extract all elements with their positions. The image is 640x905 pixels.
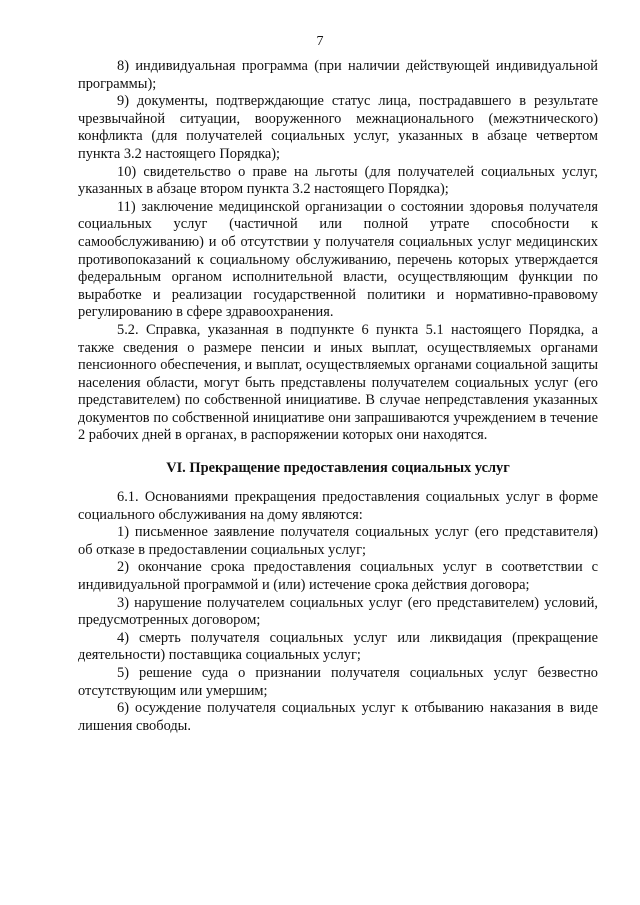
- paragraph-item-9: 9) документы, подтверждающие статус лица, пострадавшего в результате чрезвычайной ситуации, вооруженного межнационального (межэтнического) конфликта (для получателей социальных услуг, указанных в абзаце четвертом пункта 3.2 настоящего Порядка);: [78, 93, 598, 162]
- paragraph-6-1-item-2: 2) окончание срока предоставления социальных услуг в соответствии с индивидуальной программой и (или) истечение срока действия договора;: [78, 559, 598, 594]
- paragraph-item-11: 11) заключение медицинской организации о состоянии здоровья получателя социальных услуг (частичной или полной утрате способности к самообслуживанию) и об отсутствии у получателя социальных услуг медицинских противопоказаний к социальному обслуживанию, перечень которых утверждается федеральным органом исполнительной власти, осуществляющим функции по выработке и реализации государственной политики и нормативно-правовому регулированию в сфере здравоохранения.: [78, 198, 598, 321]
- paragraph-6-1-item-5: 5) решение суда о признании получателя социальных услуг безвестно отсутствующим или умершим;: [78, 665, 598, 699]
- paragraph-6-1-item-6: 6) осуждение получателя социальных услуг к отбыванию наказания в виде лишения свободы.: [78, 700, 598, 734]
- paragraph-6-1: 6.1. Основаниями прекращения предоставления социальных услуг в форме социального обслуживания на дому являются:: [78, 489, 598, 523]
- paragraph-6-1-item-3: 3) нарушение получателем социальных услуг (его представителем) условий, предусмотренных договором;: [78, 594, 598, 629]
- document-body: [78, 58, 598, 735]
- paragraph-5-2: 5.2. Справка, указанная в подпункте 6 пункта 5.1 настоящего Порядка, а также сведения о размере пенсии и иных выплат, осуществляемых органами пенсионного обеспечения, и выплат, осуществляемых органами социальной защиты населения области, могут быть представлены получателем социальных услуг (его представителем) по собственной инициативе. В случае непредставления указанных документов по собственной инициативе они запрашиваются учреждением в течение 2 рабочих дней в органах, в распоряжении которых они находятся.: [78, 321, 598, 444]
- section-heading: VI. Прекращение предоставления социальных услуг: [166, 460, 510, 477]
- page-number: 7: [316, 34, 324, 49]
- paragraph-item-8: 8) индивидуальная программа (при наличии действующей индивидуальной программы);: [78, 58, 598, 92]
- paragraph-item-10: 10) свидетельство о праве на льготы (для получателей социальных услуг, указанных в абзаце втором пункта 3.2 настоящего Порядка);: [78, 163, 598, 198]
- paragraph-6-1-item-4: 4) смерть получателя социальных услуг или ликвидация (прекращение деятельности) поставщика социальных услуг;: [78, 629, 598, 664]
- paragraph-6-1-item-1: 1) письменное заявление получателя социальных услуг (его представителя) об отказе в предоставлении социальных услуг;: [78, 524, 598, 558]
